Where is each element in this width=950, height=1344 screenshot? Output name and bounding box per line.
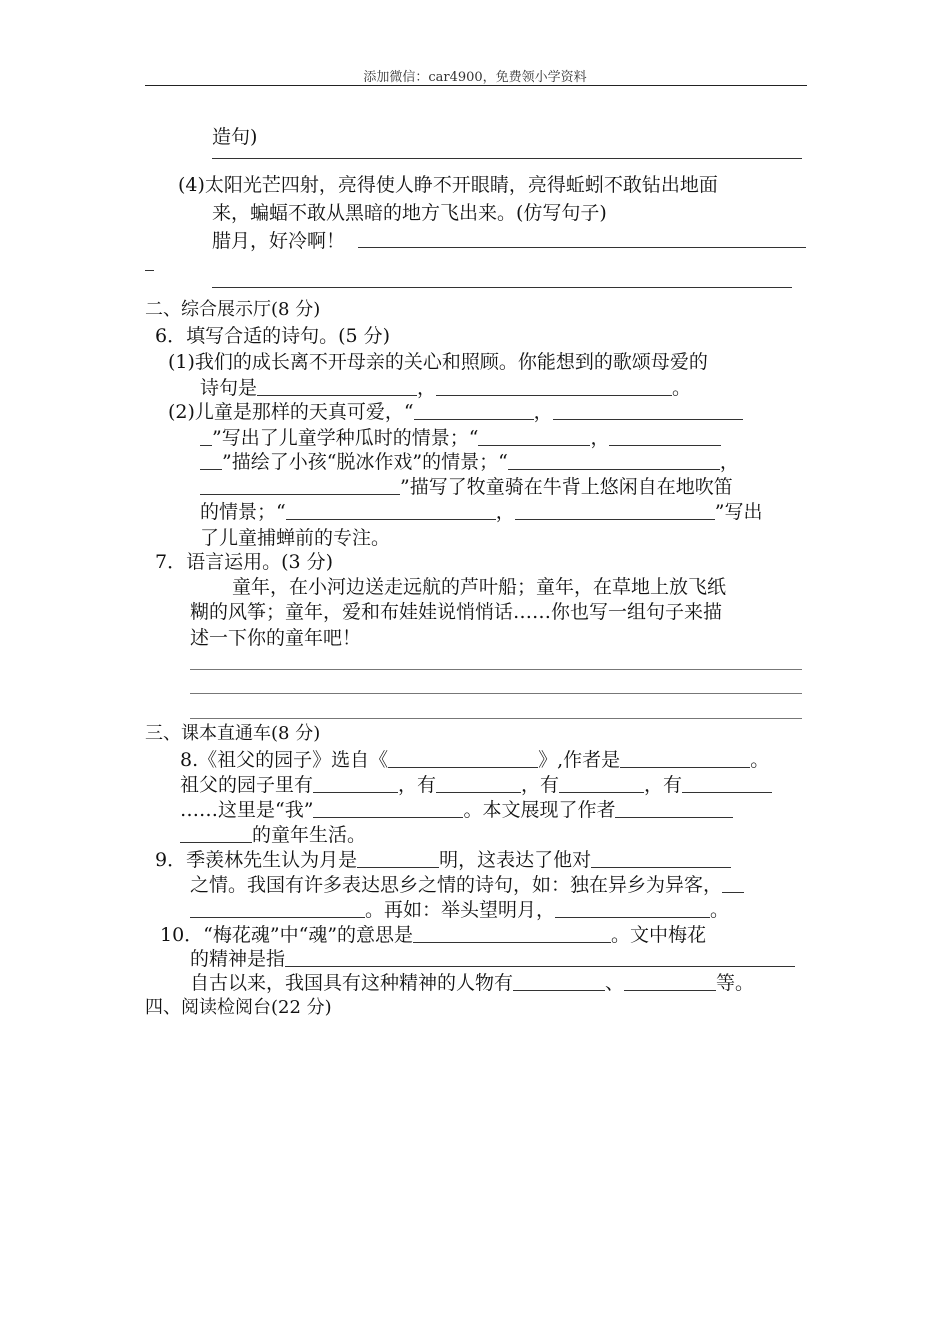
blank[interactable] (591, 849, 731, 868)
blank[interactable] (624, 972, 716, 991)
q4-prompt: 腊月，好冷啊！ (212, 230, 346, 252)
q9-line1: 9．季羡林先生认为月是 明，这表达了他对 (155, 848, 731, 872)
page-header: 添加微信：car4900，免费领小学资料 (363, 70, 587, 85)
blank[interactable] (285, 948, 795, 967)
blank[interactable] (722, 874, 744, 893)
q7-title: 7．语言运用。(3 分) (155, 551, 334, 573)
q6-p2-line1: (2)儿童是那样的天真可爱，“ ， (168, 400, 743, 424)
answer-line[interactable] (190, 693, 802, 694)
q6-p2-line6: 了儿童捕蝉前的专注。 (200, 527, 391, 549)
blank[interactable] (200, 427, 212, 446)
blank[interactable] (620, 749, 750, 768)
answer-line[interactable] (190, 669, 802, 670)
blank[interactable] (388, 749, 538, 768)
blank[interactable] (682, 774, 772, 793)
answer-line[interactable] (145, 270, 154, 271)
blank[interactable] (357, 849, 439, 868)
q10-line1: 10．“梅花魂”中“魂”的意思是 。文中梅花 (160, 924, 707, 946)
q10-line2: 的精神是指 (190, 947, 795, 971)
q8-line4: 的童年生活。 (180, 823, 366, 847)
blank[interactable] (553, 401, 743, 420)
header-rule (145, 85, 807, 86)
blank[interactable] (286, 501, 496, 520)
q10-line3: 自古以来，我国具有这种精神的人物有 、 等。 (190, 972, 755, 994)
blank[interactable] (313, 799, 463, 818)
blank[interactable] (555, 899, 710, 918)
q8-line1: 8.《祖父的园子》选自《 》,作者是 。 (180, 749, 770, 771)
blank[interactable] (200, 476, 400, 495)
blank[interactable] (515, 501, 715, 520)
answer-line[interactable] (212, 287, 792, 288)
q6-p2-line4: ”描写了牧童骑在牛背上悠闲自在地吹笛 (200, 475, 733, 499)
blank[interactable] (478, 427, 590, 446)
section3-title: 三、课本直通车(8 分) (145, 723, 321, 744)
answer-line[interactable] (358, 247, 806, 248)
q6-title: 6．填写合适的诗句。(5 分) (155, 325, 391, 347)
blank[interactable] (180, 824, 252, 843)
blank[interactable] (436, 774, 521, 793)
q6-p1-label: 诗句是 (200, 377, 258, 399)
answer-line[interactable] (190, 718, 802, 719)
q7-line3: 述一下你的童年吧！ (190, 627, 362, 649)
blank[interactable] (413, 924, 611, 943)
q3-tail: 造句) (212, 126, 258, 148)
blank[interactable] (436, 377, 672, 396)
blank[interactable] (513, 972, 605, 991)
blank[interactable] (313, 774, 398, 793)
q7-line2: 糊的风筝；童年，爱和布娃娃说悄悄话……你也写一组句子来描 (190, 601, 723, 623)
q8-line3: ……这里是“我” 。本文展现了作者 (180, 798, 733, 822)
blank[interactable] (190, 899, 365, 918)
q9-line2: 之情。我国有许多表达思乡之情的诗句，如：独在异乡为异客， (190, 873, 744, 897)
q4-line2: 来，蝙蝠不敢从黑暗的地方飞出来。(仿写句子) (212, 202, 607, 224)
q8-line2: 祖父的园子里有 ，有 ，有 ，有 (180, 773, 772, 797)
q6-p1-line2: 诗句是 ， 。 (200, 377, 692, 399)
section4-title: 四、阅读检阅台(22 分) (145, 997, 332, 1018)
q6-p2-line2: ”写出了儿童学种瓜时的情景；“ ， (200, 426, 721, 450)
blank[interactable] (609, 427, 721, 446)
blank[interactable] (508, 451, 720, 470)
answer-line[interactable] (212, 158, 802, 159)
blank[interactable] (257, 377, 417, 396)
q4-line1: (4)太阳光芒四射，亮得使人睁不开眼睛，亮得蚯蚓不敢钻出地面 (178, 174, 718, 196)
blank[interactable] (200, 451, 222, 470)
q6-p2-line5: 的情景；“ ， ”写出 (200, 501, 763, 523)
blank[interactable] (559, 774, 644, 793)
blank[interactable] (414, 401, 534, 420)
q6-p2-line3: ”描绘了小孩“脱冰作戏”的情景；“ ， (200, 450, 739, 474)
blank[interactable] (615, 799, 733, 818)
section2-title: 二、综合展示厅(8 分) (145, 299, 321, 320)
q6-p1-line1: (1)我们的成长离不开母亲的关心和照顾。你能想到的歌颂母爱的 (168, 351, 708, 373)
q9-line3: 。再如：举头望明月， 。 (190, 898, 729, 922)
q7-line1: 童年，在小河边送走远航的芦叶船；童年，在草地上放飞纸 (232, 576, 727, 598)
